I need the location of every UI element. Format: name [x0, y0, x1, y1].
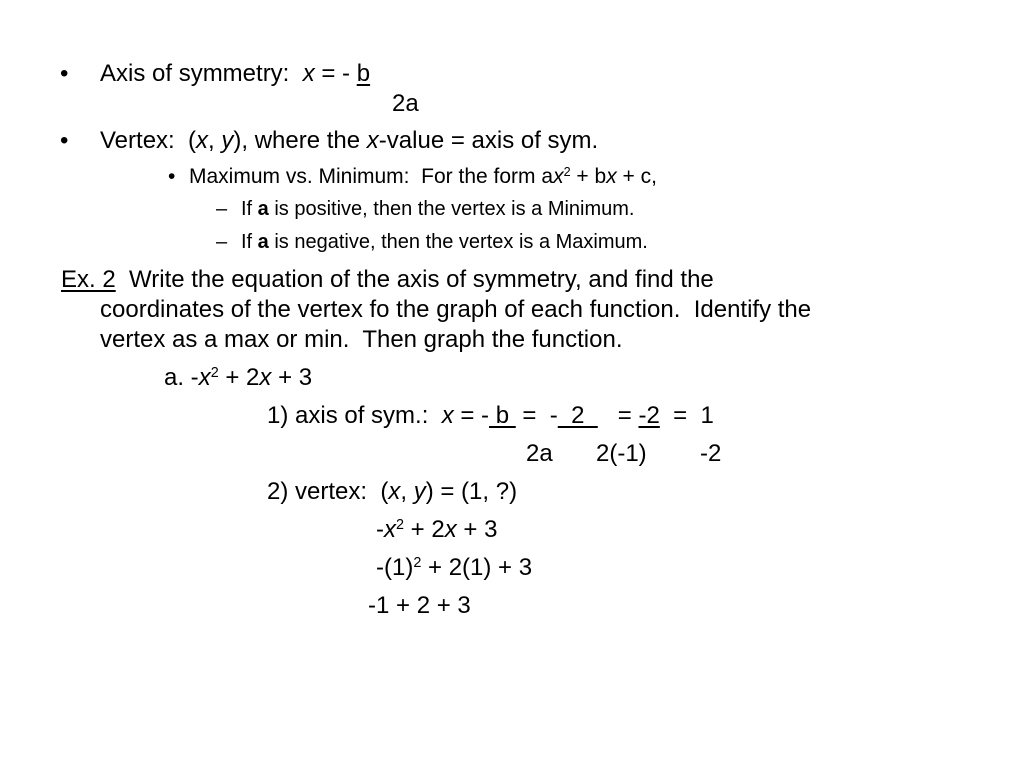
example-2-line2: coordinates of the vertex fo the graph of each function. Identify the: [100, 296, 812, 323]
step2-label: 2) vertex: (: [267, 478, 389, 505]
work2-prefix: -(1): [376, 554, 414, 581]
step1-label: 1) axis of sym.:: [267, 402, 442, 429]
maxmin-exponent: 2: [563, 165, 571, 180]
bullet-icon: •: [168, 165, 176, 188]
work1-x2-var: x: [444, 516, 457, 543]
axis-label: Axis of symmetry:: [100, 60, 290, 87]
vertex-y-var: y: [221, 127, 234, 154]
dash-icon: –: [216, 231, 228, 253]
work1-mid: + 2: [404, 516, 445, 543]
neg-rest: is negative, then the vertex is a Maximum.: [268, 231, 648, 253]
step1-numerator-2: 2: [557, 402, 598, 429]
work2-rest: + 2(1) + 3: [421, 554, 533, 581]
maxmin-label: Maximum vs. Minimum: For the form a: [189, 165, 554, 188]
axis-eq: = -: [314, 60, 357, 87]
step1-denominator-2a: 2a: [526, 440, 553, 467]
neg-if: If: [241, 231, 258, 253]
bullet-icon: •: [60, 60, 69, 87]
neg-a: a: [257, 231, 269, 253]
vertex-x-var: x: [196, 127, 209, 154]
example-2-line1: [61, 268, 714, 292]
vertex-rest: -value = axis of sym.: [378, 127, 599, 154]
vertex-label: Vertex: (: [100, 127, 197, 154]
work1-prefix: -: [376, 516, 384, 543]
work-line-3: -1 + 2 + 3: [368, 592, 471, 619]
axis-denominator: 2a: [392, 90, 419, 117]
part-a-x2-var: x: [259, 364, 272, 391]
axis-of-symmetry-line: [100, 62, 370, 86]
part-a-function: [164, 366, 312, 390]
bullet-icon: •: [60, 127, 69, 154]
step1-x-var: x: [441, 402, 454, 429]
maxmin-x2-var: x: [606, 165, 617, 188]
axis-numerator: b: [356, 60, 371, 87]
step2-y-var: y: [413, 478, 426, 505]
example-2-text1: Write the equation of the axis of symmetry, and find the: [115, 266, 714, 293]
part-a-exponent: 2: [210, 365, 219, 382]
vertex-line: [100, 129, 598, 153]
step1-axis-line: [267, 404, 714, 428]
dash-icon: –: [216, 198, 228, 220]
maxmin-rest: + c,: [616, 165, 657, 188]
step2-vertex-line: [267, 480, 517, 504]
step2-x-var: x: [388, 478, 401, 505]
work1-exponent: 2: [396, 517, 405, 534]
vertex-mid: ), where the: [233, 127, 367, 154]
example-2-label: Ex. 2: [61, 266, 116, 293]
pos-if: If: [241, 198, 258, 220]
part-a-prefix: a. -: [164, 364, 199, 391]
step1-eq2: = -: [515, 402, 558, 429]
part-a-mid: + 2: [218, 364, 260, 391]
work1-x-var: x: [384, 516, 396, 543]
vertex-comma: ,: [208, 127, 222, 154]
vertex-x2-var: x: [366, 127, 379, 154]
axis-x-var: x: [302, 60, 315, 87]
step1-denominator-neg2: -2: [700, 440, 722, 467]
work-line-2: [376, 556, 532, 580]
step1-eq3: =: [597, 402, 639, 429]
example-2-line3: vertex as a max or min. Then graph the function.: [100, 326, 623, 353]
negative-rule: [241, 232, 648, 252]
step1-denominator-2-neg1: 2(-1): [596, 440, 647, 467]
work1-rest: + 3: [456, 516, 498, 543]
pos-rest: is positive, then the vertex is a Minimum.: [268, 198, 635, 220]
work2-exponent: 2: [413, 555, 422, 572]
positive-rule: [241, 199, 635, 219]
max-min-line: [189, 166, 657, 187]
pos-a: a: [257, 198, 269, 220]
step2-rest: ) = (1, ?): [425, 478, 518, 505]
step1-numerator-neg2: -2: [638, 402, 660, 429]
step1-eq: = -: [453, 402, 490, 429]
step1-numerator-b: b: [489, 402, 516, 429]
maxmin-x-var: x: [553, 165, 564, 188]
part-a-x-var: x: [198, 364, 211, 391]
step1-result: = 1: [659, 402, 714, 429]
maxmin-mid: + b: [570, 165, 607, 188]
step2-comma: ,: [400, 478, 414, 505]
part-a-rest: + 3: [271, 364, 313, 391]
work-line-1: [376, 518, 497, 542]
